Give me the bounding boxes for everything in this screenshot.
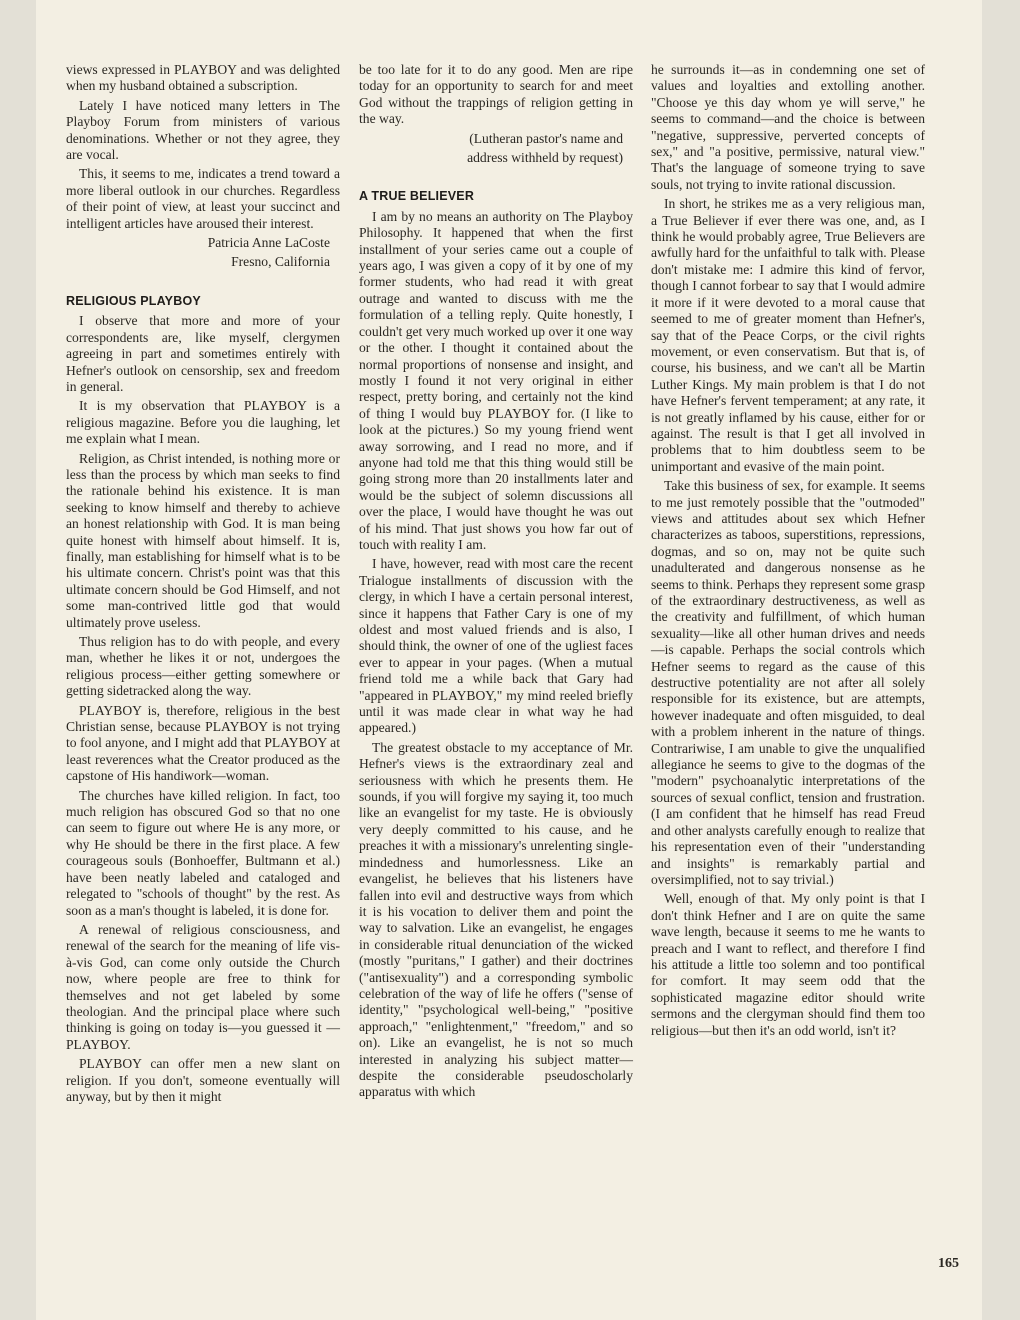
paragraph: Take this business of sex, for example. It seems to me just remotely possible that the "outmoded" views and attitudes about sex which Hefner characterizes as taboos, superstitions, repressions, dogmas, and so on, may not be quite such unadulterated and dangerous nonsense as he seems to think. Perhaps they represent some grasp of the extraordinary destructiveness, as well as the creativity and fulfillment, of which human sexuality—like all other human drives and needs—is capable. Perhaps the social controls which Hefner seems to regard as the cause of this destructive potentiality are not after all solely responsible for its existence, but are attempts, however inadequate and often misguided, to deal with a problem inherent in the nature of things. Contrariwise, I am unable to give the unqualified allegiance he seems to give to the dogmas of the "modern" psychoanalytic interpretations of the sources of sexual conflict, tension and frustration. (I am confident that he himself has read Freud and other analysts carefully enough to realize that his representation even of their "understanding and insights" is remarkably partial and oversimplified, not to say trivial.) (651, 478, 925, 887)
paragraph: I observe that more and more of your correspondents are, like myself, clergymen agreeing in part and sometimes entirely with Hefner's outlook on censorship, sex and freedom in general. (66, 313, 340, 394)
column-1 (66, 62, 340, 1108)
signature-place: Fresno, California (231, 254, 330, 270)
section-heading: A TRUE BELIEVER (359, 189, 475, 204)
column-3 (651, 62, 925, 1042)
paragraph: Lately I have noticed many letters in The Playboy Forum from ministers of various denominations. Whether or not they agree, they are vocal. (66, 97, 340, 163)
paragraph: PLAYBOY can offer men a new slant on religion. If you don't, someone eventually will anyway, but by then it might (66, 1056, 340, 1104)
magazine-page (36, 0, 982, 1320)
paragraph: be too late for it to do any good. Men are ripe today for an opportunity to search for and meet God without the trappings of religion getting in the way. (359, 62, 633, 127)
section-heading: RELIGIOUS PLAYBOY (66, 293, 201, 308)
paragraph: The churches have killed religion. In fact, too much religion has obscured God so that no one can seem to figure out where He is any more, or why He should be there in the first place. A few courageous souls (Bonhoeffer, Bultmann et al.) have been neatly labeled and cataloged and relegated to "schools of thought" by the rest. As soon as a man's thought is labeled, it is done for. (66, 787, 340, 918)
paragraph: This, it seems to me, indicates a trend toward a more liberal outlook in our churches. Regardless of their point of view, at least your succinct and intelligent articles have aroused their interest. (66, 166, 340, 231)
letter-signature (359, 131, 633, 167)
paragraph: I have, however, read with most care the recent Trialogue installments of discussion with the clergy, in which I have a certain personal interest, since it happens that Father Cary is one of my oldest and most valued friends and is also, I should think, the owner of one of the ugliest faces ever to appear in your pages. (When a mutual friend told me a while back that Gary had "appeared in PLAYBOY," my mind reeled briefly until it was made clear in what way he had appeared.) (359, 556, 633, 736)
paragraph: Well, enough of that. My only point is that I don't think Hefner and I are on quite the same wave length, because it seems to me he wants to preach and I want to reflect, and therefore I find his attitude a little too solemn and too pontifical for comfort. It may seem odd that the sophisticated magazine editor should write sermons and the clergyman should find them too religious—but then it's an odd world, isn't it? (651, 891, 925, 1038)
paragraph: A renewal of religious consciousness, and renewal of the search for the meaning of life vis-à-vis God, can come only outside the Church now, where people are free to think for themselves and not get labeled by some theologian. And the principal place where such thinking is going on today is—you guessed it —PLAYBOY. (66, 921, 340, 1052)
signature-line: address withheld by request) (467, 150, 623, 166)
signature-line: (Lutheran pastor's name and (469, 130, 623, 146)
paragraph: views expressed in PLAYBOY and was delighted when my husband obtained a subscription. (66, 62, 340, 94)
paragraph: Thus religion has to do with people, and every man, whether he likes it or not, undergoes the religious process—either getting somewhere or getting sidetracked along the way. (66, 634, 340, 699)
column-2 (359, 62, 633, 1104)
paragraph: PLAYBOY is, therefore, religious in the best Christian sense, because PLAYBOY is not trying to fool anyone, and I might add that PLAYBOY at least reverences what the Creator produced as the capstone of His handiwork—woman. (66, 702, 340, 784)
signature-name: Patricia Anne LaCoste (207, 235, 330, 251)
letter-signature (66, 235, 340, 271)
paragraph: The greatest obstacle to my acceptance of Mr. Hefner's views is the extraordinary zeal and seriousness with which he presents them. He sounds, if you will forgive my saying it, too much like an evangelist for my taste. He is obviously very deeply committed to his cause, and he preaches it with a missionary's unrelenting single-mindedness and humorlessness. Like an evangelist, he believes that his listeners have fallen into evil and destructive ways from which it is his vocation to deliver them and point the way to salvation. Like an evangelist, he engages in considerable ritual denunciation of the wicked (mostly "puritans," I gather) and their doctrines ("antisexuality") and a corresponding symbolic celebration of the way of life he offers ("sense of identity," "psychological well-being," "positive approach," "enlightenment," "freedom," and so on). Like an evangelist, he is not so much interested in analyzing his subject matter—despite the considerable pseudoscholarly apparatus with which (359, 739, 633, 1100)
paragraph: I am by no means an authority on The Playboy Philosophy. It happened that when the first installment of your series came out a couple of years ago, I was given a copy of it by one of my former students, who had read it with great outrage and wanted to discuss with me the formulation of a telling reply. Quite honestly, I couldn't get very much worked up over it one way or the other. I thought it contained about the normal proportions of nonsense and insight, and mostly I found it not very original in either respect, pretty boring, and certainly not the kind of thing I would buy PLAYBOY for. (I like to look at the pictures.) So my young friend went away sorrowing, and I read no more, and if anyone had told me that this thing would still be going strong more than 20 installments later and would be the subject of solemn discussions all over the place, I would have thought he was out of his mind. That just shows you how far out of touch with reality I am. (359, 208, 633, 552)
paragraph: he surrounds it—as in condemning one set of values and loyalties and extolling another. "Choose ye this day whom ye will serve," he seems to command—and the choice is between "negative, suppressive, perverted concepts of sex," and "a positive, permissive, natural view." That's the language of someone trying to save souls, not trying to invite rational discussion. (651, 62, 925, 192)
paragraph: Religion, as Christ intended, is nothing more or less than the process by which man seeks to find the rationale behind his existence. It is man seeking to know himself and thereby to achieve an honest relationship with God. It is man being quite honest with himself about himself. It is, finally, man establishing for himself what is to be his ultimate concern. Christ's point was that this ultimate concern should be God Himself, and not some man-contrived little god that would ultimately prove useless. (66, 450, 340, 630)
page-number: 165 (938, 1256, 959, 1271)
paragraph: In short, he strikes me as a very religious man, a True Believer if ever there was one, and, as I think he would probably agree, True Believers are awfully hard for the unfaithful to talk with. Please don't mistake me: I admire this kind of fervor, though I cannot forbear to say that I would admire it more if it were devoted to a moral cause that seemed to me of greater moment than Hefner's, say that of the Peace Corps, or the civil rights movement, or even conservatism. But that is, of course, his business, and we can't all be Martin Luther Kings. My main problem is that I do not have Hefner's fervent temperament; at any rate, it is not greatly inflamed by his cause, either for or against. The result is that I get all involved in problems that to him doubtless seem to be unimportant and evasive of the main point. (651, 196, 925, 474)
paragraph: It is my observation that PLAYBOY is a religious magazine. Before you die laughing, let me explain what I mean. (66, 398, 340, 447)
